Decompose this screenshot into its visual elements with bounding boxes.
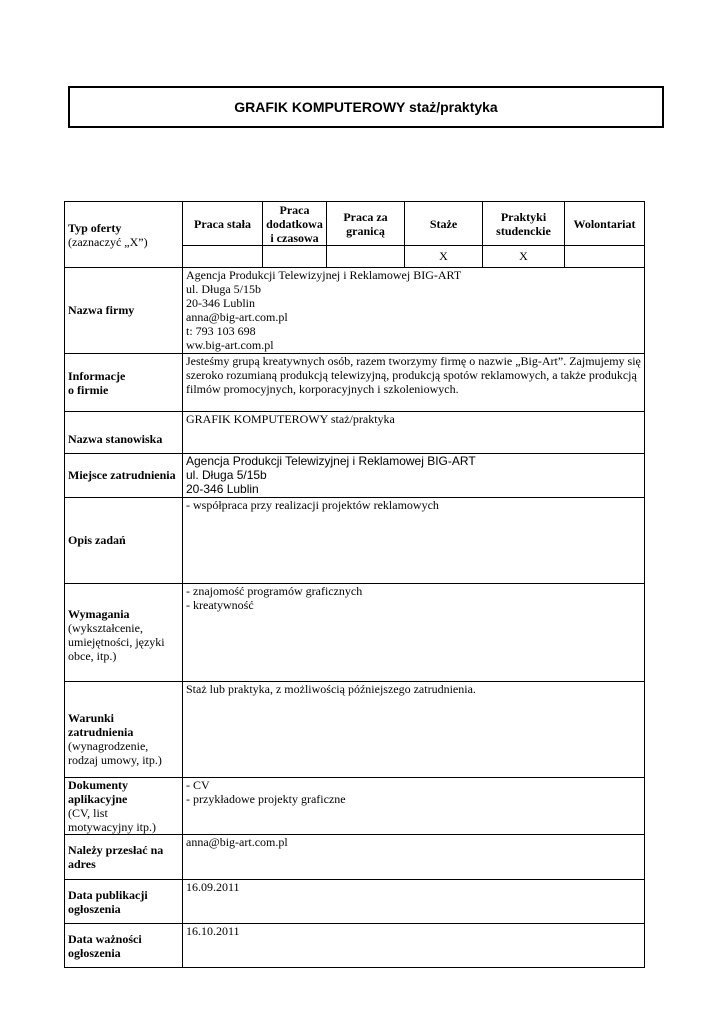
documents-label-cell: Dokumenty aplikacyjne (CV, list motywacyjny itp.) — [65, 778, 183, 835]
offer-type-hint: (zaznaczyć „X”) — [68, 234, 148, 249]
company-name-value: Agencja Produkcji Telewizyjnej i Reklamowej BIG-ART ul. Długa 5/15b 20-346 Lublin anna@big-art.com.pl t: 793 103 698 ww.big-art.com.pl — [183, 268, 645, 354]
documents-value: - CV - przykładowe projekty graficzne — [183, 778, 645, 835]
workplace-value: Agencja Produkcji Telewizyjnej i Reklamowej BIG-ART ul. Długa 5/15b 20-346 Lublin — [183, 454, 645, 498]
published-label: Data publikacji ogłoszenia — [65, 880, 183, 924]
offer-type-label: Typ oferty — [68, 220, 122, 235]
offer-type-col-0: Praca stała — [183, 202, 263, 246]
position-name-value: GRAFIK KOMPUTEROWY staż/praktyka — [183, 412, 645, 454]
offer-type-mark-2 — [327, 246, 405, 268]
conditions-label-cell: Warunki zatrudnienia (wynagrodzenie, rodzaj umowy, itp.) — [65, 682, 183, 778]
duties-label: Opis zadań — [65, 498, 183, 584]
duties-value: - współpraca przy realizacji projektów reklamowych — [183, 498, 645, 584]
offer-type-mark-3: X — [405, 246, 483, 268]
valid-until-value: 16.10.2011 — [183, 924, 645, 968]
send-to-label: Należy przesłać na adres — [65, 835, 183, 880]
document-title: GRAFIK KOMPUTEROWY staż/praktyka — [234, 99, 498, 115]
offer-type-mark-4: X — [483, 246, 565, 268]
offer-type-col-3: Staże — [405, 202, 483, 246]
requirements-value: - znajomość programów graficznych - kreatywność — [183, 584, 645, 682]
offer-type-label-cell — [65, 202, 183, 268]
company-name-label: Nazwa firmy — [65, 268, 183, 354]
offer-type-col-5: Wolontariat — [565, 202, 645, 246]
requirements-label: Wymagania — [68, 607, 130, 621]
published-value: 16.09.2011 — [183, 880, 645, 924]
offer-type-col-2: Praca za granicą — [327, 202, 405, 246]
offer-type-mark-5 — [565, 246, 645, 268]
offer-type-col-4: Praktyki studenckie — [483, 202, 565, 246]
company-info-value: Jesteśmy grupą kreatywnych osób, razem tworzymy firmę o nazwie „Big-Art”. Zajmujemy się szeroko rozumianą produkcją telewizyjną, produkcją spotów reklamowych, a także produkcją filmów promocyjnych, korporacyjnych i szkoleniowych. — [183, 354, 645, 412]
position-name-label: Nazwa stanowiska — [65, 412, 183, 454]
workplace-label: Miejsce zatrudnienia — [65, 454, 183, 498]
offer-type-mark-1 — [263, 246, 327, 268]
offer-type-col-1: Praca dodatkowa i czasowa — [263, 202, 327, 246]
job-offer-table — [64, 201, 645, 968]
send-to-value: anna@big-art.com.pl — [183, 835, 645, 880]
document-title-box — [68, 86, 664, 128]
conditions-value: Staż lub praktyka, z możliwością późniejszego zatrudnienia. — [183, 682, 645, 778]
requirements-label-cell: Wymagania (wykształcenie, umiejętności, języki obce, itp.) — [65, 584, 183, 682]
offer-type-mark-0 — [183, 246, 263, 268]
valid-until-label: Data ważności ogłoszenia — [65, 924, 183, 968]
company-info-label: Informacje o firmie — [65, 354, 183, 412]
